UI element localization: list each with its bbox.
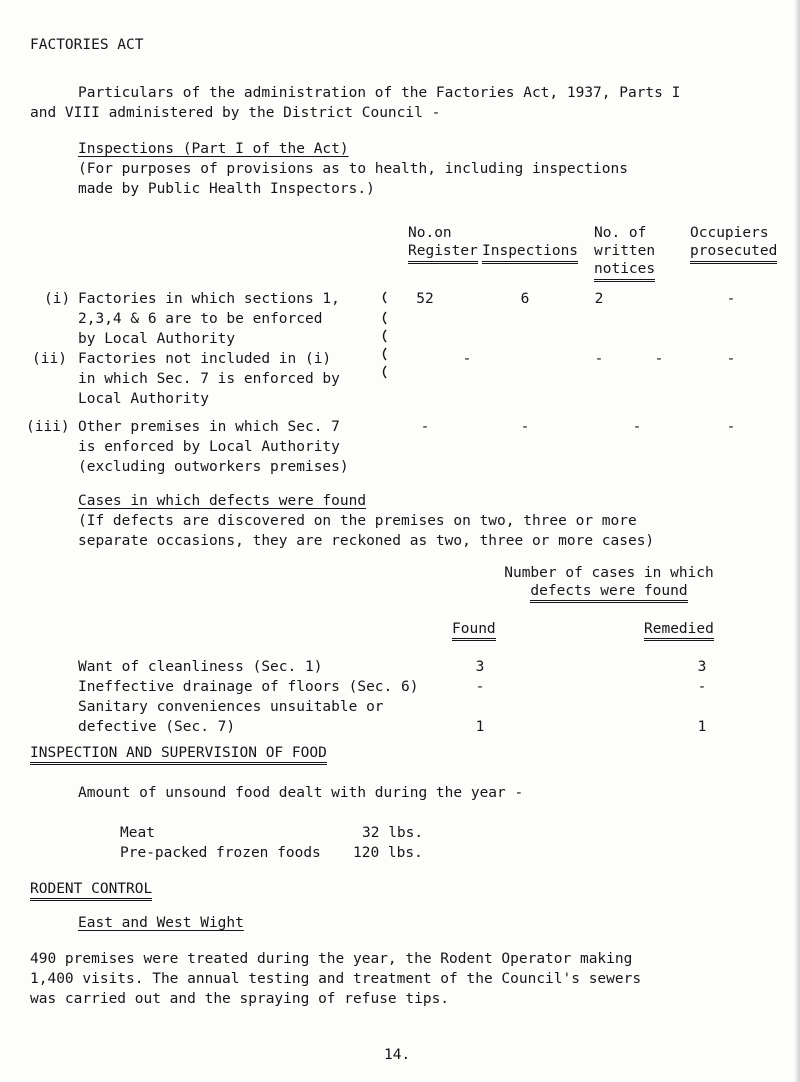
- col-notices-line-3: notices: [594, 260, 655, 282]
- row-iii-label-1: Other premises in which Sec. 7: [78, 419, 340, 435]
- food-title-text: INSPECTION AND SUPERVISION OF FOOD: [30, 745, 327, 765]
- defect-row-2-found: -: [475, 679, 485, 695]
- row-i-num: (i): [44, 291, 71, 307]
- col-prosecuted-header: [690, 224, 777, 264]
- row-ii-prosecuted: -: [726, 351, 736, 367]
- defects-title: Cases in which defects were found: [78, 493, 367, 509]
- col-inspections-line-1: Inspections: [482, 242, 578, 264]
- row-iii-register: -: [420, 419, 430, 435]
- col-notices-line-2: written: [594, 243, 656, 259]
- defect-row-2-label: Ineffective drainage of floors (Sec. 6): [78, 679, 419, 695]
- food-item-2-amount: 120 lbs.: [353, 845, 423, 861]
- row-iii-notices: -: [632, 419, 642, 435]
- col-found-header: [452, 620, 496, 638]
- rodent-text-3: was carried out and the spraying of refuse tips.: [30, 991, 450, 1007]
- intro-line-1: Particulars of the administration of the Factories Act, 1937, Parts I: [78, 85, 681, 101]
- col-notices-line-1: No. of: [594, 225, 647, 241]
- inspections-note-1: (For purposes of provisions as to health, including inspections: [78, 161, 628, 177]
- row-i-notices: 2: [594, 291, 604, 307]
- col-register-header: [408, 224, 478, 264]
- food-item-1-name: Meat: [120, 825, 155, 841]
- defects-group-header-line-1: Number of cases in which: [504, 565, 714, 581]
- defects-note-2: separate occasions, they are reckoned as two, three or more cases): [78, 533, 655, 549]
- col-notices-header: [594, 224, 655, 282]
- page-number: 14.: [384, 1047, 411, 1063]
- page-edge-shadow: [794, 0, 800, 1082]
- defect-row-1-label: Want of cleanliness (Sec. 1): [78, 659, 323, 675]
- row-ii-label-3: Local Authority: [78, 391, 209, 407]
- rodent-title-text: RODENT CONTROL: [30, 881, 152, 901]
- rodent-title: [30, 880, 152, 898]
- defects-group-header-line-2: defects were found: [530, 583, 687, 603]
- col-remedied-header: [644, 620, 714, 638]
- row-iii-inspections: -: [520, 419, 530, 435]
- row-i-register: 52: [416, 291, 434, 307]
- col-found-label: Found: [452, 621, 496, 641]
- defects-note-1: (If defects are discovered on the premises on two, three or more: [78, 513, 637, 529]
- defect-row-3-label-1: Sanitary conveniences unsuitable or: [78, 699, 384, 715]
- rodent-text-1: 490 premises were treated during the year, the Rodent Operator making: [30, 951, 633, 967]
- row-i-label-1: Factories in which sections 1,: [78, 291, 340, 307]
- defect-row-3-found: 1: [475, 719, 485, 735]
- col-remedied-label: Remedied: [644, 621, 714, 641]
- inspections-note-2: made by Public Health Inspectors.): [78, 181, 375, 197]
- row-i-prosecuted: -: [726, 291, 736, 307]
- defects-group-header: [490, 564, 728, 600]
- food-item-2-name: Pre-packed frozen foods: [120, 845, 321, 861]
- row-i-label-2: 2,3,4 & 6 are to be enforced: [78, 311, 323, 327]
- bracket-1: [384, 292, 387, 303]
- rodent-subtitle: East and West Wight: [78, 915, 244, 931]
- row-i-inspections: 6: [520, 291, 530, 307]
- intro-line-2: and VIII administered by the District Council -: [30, 105, 441, 121]
- defect-row-3-remedied: 1: [697, 719, 707, 735]
- food-title: [30, 744, 327, 762]
- defect-row-1-found: 3: [475, 659, 485, 675]
- defect-row-3-label-2: defective (Sec. 7): [78, 719, 236, 735]
- col-inspections-header: [482, 242, 578, 264]
- food-item-1-amount: 32 lbs.: [362, 825, 424, 841]
- page-header: FACTORIES ACT: [30, 37, 144, 53]
- defect-row-2-remedied: -: [697, 679, 707, 695]
- col-prosecuted-line-1: Occupiers: [690, 225, 769, 241]
- col-register-line-1: No.on: [408, 225, 452, 241]
- row-ii-notices: -: [654, 351, 664, 367]
- inspections-title: Inspections (Part I of the Act): [78, 141, 349, 157]
- bracket-5: [384, 366, 387, 378]
- bracket-2: [384, 312, 387, 324]
- row-brackets: [376, 282, 396, 402]
- defect-row-1-remedied: 3: [697, 659, 707, 675]
- row-ii-register: -: [462, 351, 472, 367]
- row-iii-label-3: (excluding outworkers premises): [78, 459, 349, 475]
- row-ii-label-1: Factories not included in (i): [78, 351, 332, 367]
- row-iii-num: (iii): [26, 419, 70, 435]
- row-iii-label-2: is enforced by Local Authority: [78, 439, 340, 455]
- row-ii-inspections: -: [594, 351, 604, 367]
- row-iii-prosecuted: -: [726, 419, 736, 435]
- bracket-3: [384, 330, 387, 342]
- food-intro: Amount of unsound food dealt with during the year -: [78, 785, 524, 801]
- col-prosecuted-line-2: prosecuted: [690, 242, 777, 264]
- row-i-label-3: by Local Authority: [78, 331, 236, 347]
- col-register-line-2: Register: [408, 242, 478, 264]
- bracket-4: [384, 348, 387, 360]
- row-ii-num: (ii): [32, 351, 67, 367]
- rodent-text-2: 1,400 visits. The annual testing and treatment of the Council's sewers: [30, 971, 642, 987]
- row-ii-label-2: in which Sec. 7 is enforced by: [78, 371, 340, 387]
